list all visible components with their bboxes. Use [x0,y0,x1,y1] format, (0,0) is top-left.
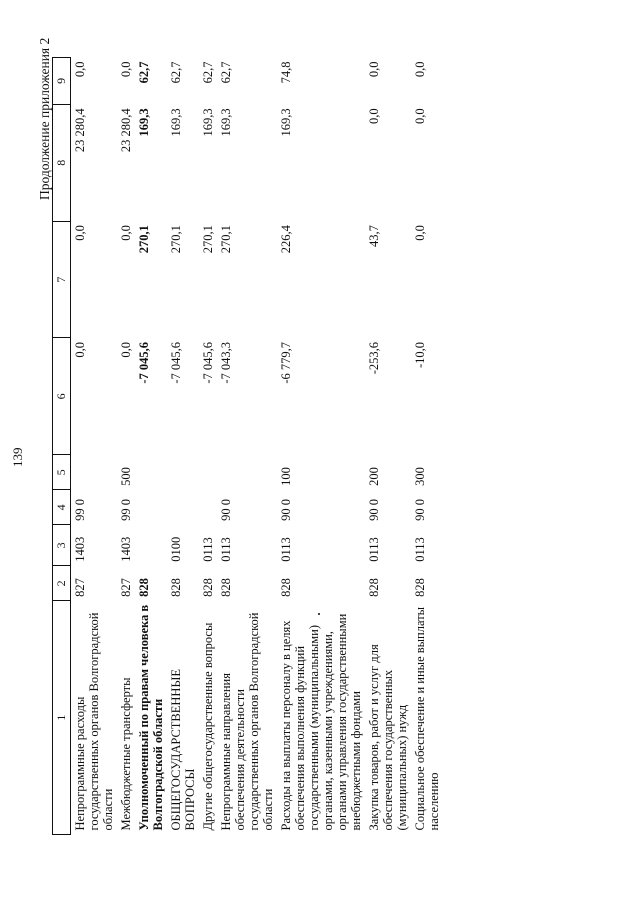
row-value-cell: 169,3 [219,108,233,137]
row-value-cell: 500 [119,467,133,486]
row-value-cell: 62,7 [169,61,183,84]
row-value-cell: 0,0 [367,61,381,78]
row-value-cell: -7 045,6 [137,341,151,384]
row-value-cell: 0,0 [119,61,133,78]
row-value-cell: 226,4 [279,225,293,254]
row-value-cell: 62,7 [137,61,151,84]
row-name-cell: Непрограммные направления обеспечения деятельности государственных органов Волгоградской области [219,612,275,831]
row-value-cell [199,455,217,490]
row-value-cell: 270,1 [219,225,233,254]
page-number: 139 [10,447,25,467]
table-row [135,58,167,835]
row-name-cell: Расходы на выплаты персоналу в целях обеспечения выполнения функций государственными (муниципальными) органами, казенными учреждениями, органами управления государственными внебюджетными фондами [279,613,363,831]
table-row [71,58,118,835]
row-value-cell: 0,0 [73,225,87,241]
row-name-cell: Непрограммные расходы государственных органов Волгоградской области [73,612,115,831]
row-name-cell: Закупка товаров, работ и услуг для обеспечения государственных (муниципальных) нужд [367,644,409,831]
row-value-cell: 828 [201,578,215,597]
row-value-cell: 827 [73,578,87,597]
row-name-cell: Социальное обеспечение и иные выплаты населению [413,606,441,831]
row-value-cell: 99 0 [119,499,133,521]
row-value-cell [135,525,167,566]
column-header: 9 [53,58,71,105]
row-value-cell: 74,8 [279,61,293,84]
table-body [71,58,444,835]
column-header: 5 [53,455,71,490]
row-value-cell: 90 0 [413,499,427,521]
row-value-cell: 0113 [279,537,293,562]
row-value-cell: 0,0 [73,341,87,358]
row-value-cell: 270,1 [137,225,151,254]
row-value-cell: 0,0 [367,108,381,124]
row-value-cell: -253,6 [367,341,381,375]
row-value-cell: 0100 [169,536,183,562]
stray-dot [318,613,320,615]
row-value-cell: 62,7 [201,61,215,84]
row-value-cell [135,455,167,490]
row-value-cell: 62,7 [219,61,233,84]
row-value-cell: 200 [367,467,381,486]
row-value-cell: 828 [219,578,233,597]
row-value-cell: 23 280,4 [73,108,87,153]
row-value-cell [135,490,167,525]
row-value-cell: 0113 [219,537,233,562]
appendix-caption: Продолжение приложения 2 [37,37,52,200]
row-value-cell: 0,0 [119,225,133,241]
row-name-cell: Другие общегосударственные вопросы [201,622,215,831]
column-header: 7 [53,221,71,338]
row-value-cell: -10,0 [413,341,427,369]
row-value-cell: 300 [413,467,427,486]
column-number-row [53,58,71,835]
row-value-cell: 270,1 [201,225,215,254]
column-header: 6 [53,338,71,455]
column-header: 3 [53,525,71,566]
row-value-cell: 0,0 [73,61,87,78]
row-value-cell [167,455,199,490]
row-value-cell: 90 0 [279,499,293,521]
row-value-cell: -6 779,7 [279,341,293,384]
row-value-cell: 90 0 [219,499,233,521]
table-row [117,58,135,835]
table-row [365,58,411,835]
row-value-cell: 100 [279,467,293,486]
row-value-cell: 1403 [119,536,133,562]
table-row [411,58,443,835]
row-value-cell: 43,7 [367,225,381,248]
row-value-cell: 169,3 [201,108,215,137]
row-value-cell: -7 043,3 [219,341,233,384]
row-value-cell: 1403 [73,536,87,562]
table-row [277,58,365,835]
column-header: 1 [53,601,71,835]
row-value-cell: 169,3 [279,108,293,137]
row-value-cell: 828 [367,578,381,597]
row-value-cell: 0,0 [413,108,427,124]
row-value-cell: 828 [279,578,293,597]
column-header: 4 [53,490,71,525]
row-value-cell: 0113 [201,537,215,562]
row-value-cell: 0,0 [119,341,133,358]
row-value-cell: 0,0 [413,61,427,78]
row-value-cell [217,455,277,490]
table-row [217,58,277,835]
row-value-cell: 270,1 [169,225,183,254]
row-value-cell: 828 [137,578,151,597]
row-value-cell: 828 [413,578,427,597]
row-value-cell: 0,0 [413,225,427,241]
column-header: 2 [53,566,71,601]
column-header: 8 [53,104,71,221]
row-name-cell: Межбюджетные трансферты [119,677,133,831]
row-value-cell: 828 [169,578,183,597]
row-value-cell: 827 [119,578,133,597]
table-row [167,58,199,835]
table-row [199,58,217,835]
row-name-cell: Уполномоченный по правам человека в Волгоградской области [137,604,165,831]
row-value-cell: 0113 [413,537,427,562]
row-value-cell [71,455,118,490]
row-value-cell: 169,3 [169,108,183,137]
row-name-cell: ОБЩЕГОСУДАРСТВЕННЫЕ ВОПРОСЫ [169,669,197,831]
budget-table [52,57,443,835]
row-value-cell: -7 045,6 [201,341,215,384]
row-value-cell: 99 0 [73,499,87,521]
row-value-cell: 0113 [367,537,381,562]
row-value-cell [199,490,217,525]
row-value-cell: 23 280,4 [119,108,133,153]
row-value-cell: 90 0 [367,499,381,521]
row-value-cell: -7 045,6 [169,341,183,384]
row-value-cell [167,490,199,525]
row-value-cell: 169,3 [137,108,151,137]
